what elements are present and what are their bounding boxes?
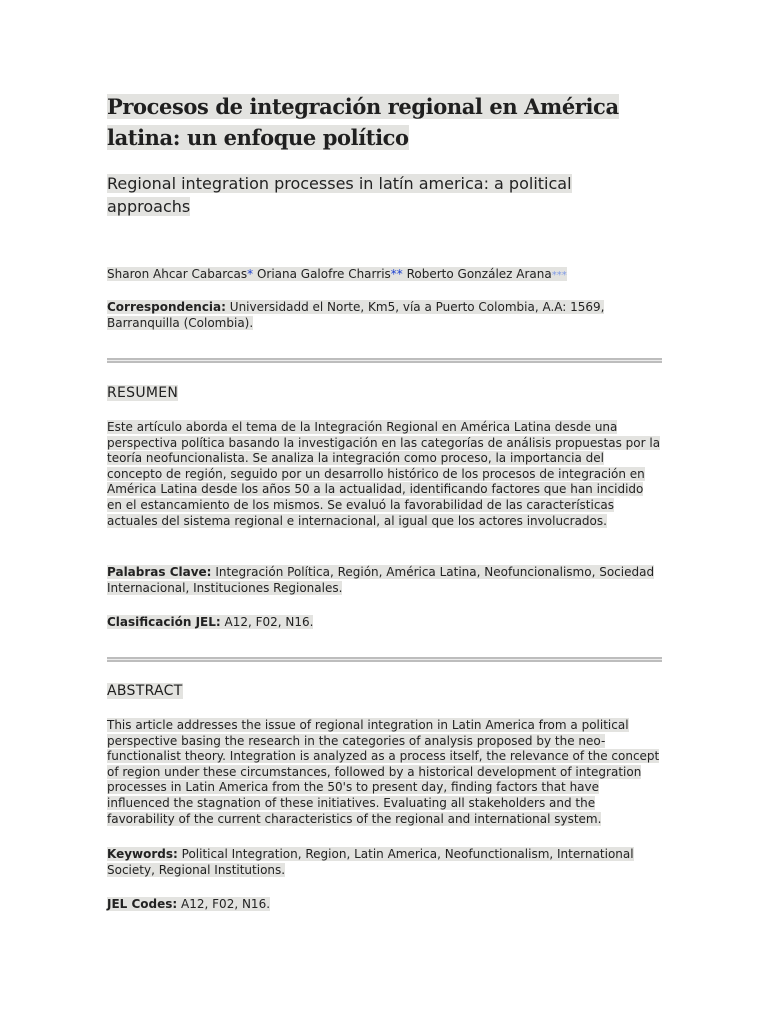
keywords-value: Integración Política, Región, América Latina, Neofuncionalismo, Sociedad Internacional, Instituciones Regionales. [107, 565, 655, 595]
abstract-heading [107, 682, 183, 700]
author-footnote-link[interactable]: *** [551, 270, 567, 281]
resumen-body [107, 420, 662, 529]
author-list [107, 266, 662, 284]
correspondence-label: Correspondencia: [107, 300, 226, 314]
resumen-jel [107, 615, 662, 631]
abstract-body-text: This article addresses the issue of regional integration in Latin America from a political perspective basing the research in the categories of analysis proposed by the neo-functionalist theory. Integration is analyzed as a process itself, the relevance of the concept of region under these circumstances, followed by a historical development of integration processes in Latin America from the 50's to present day, finding factors that have influenced the stagnation of these initiatives. Evaluating all stakeholders and the favorability of the current characteristics of the regional and international system. [107, 718, 660, 826]
abstract-keywords-text [107, 847, 634, 877]
resumen-body-text: Este artículo aborda el tema de la Integración Regional en América Latina desde una perspectiva política basando la investigación en las categorías de análisis propuestas por la teoría neofuncionalista. Se analiza la integración como proceso, la importancia del concepto de región, seguido por un desarrollo histórico de los procesos de integración en América Latina desde los años 50 a la actualidad, identificando factores que han incidido en el estancamiento de los mismos. Se evaluó la favorabilidad de las características actuales del sistema regional e internacional, al igual que los actores involucrados. [107, 420, 661, 528]
resumen-heading-text: RESUMEN [107, 385, 179, 401]
author-line [107, 267, 567, 281]
resumen-heading [107, 384, 178, 402]
abstract-jel [107, 897, 662, 913]
keywords-label: Palabras Clave: [107, 565, 212, 579]
author-name: Sharon Ahcar Cabarcas [107, 267, 248, 281]
jel-value: A12, F02, N16. [224, 615, 314, 629]
resumen-keywords [107, 565, 662, 596]
abstract-jel-text [107, 897, 270, 911]
author-name: Oriana Galofre Charris [256, 267, 391, 281]
section-divider [107, 657, 662, 662]
author-footnote-link[interactable]: * [247, 267, 254, 281]
jel-value: A12, F02, N16. [181, 897, 271, 911]
article-subtitle [107, 172, 627, 218]
abstract-heading-text: ABSTRACT [107, 683, 183, 699]
keywords-value: Political Integration, Region, Latin America, Neofunctionalism, International Society, Regional Institutions. [107, 847, 634, 877]
correspondence-text [107, 300, 604, 330]
article-title [107, 91, 662, 153]
section-divider [107, 358, 662, 363]
abstract-body [107, 718, 662, 827]
article-subtitle-text: Regional integration processes in latín america: a political approachs [107, 174, 572, 216]
author-footnote-link[interactable]: ** [390, 267, 403, 281]
jel-label: JEL Codes: [107, 897, 178, 911]
correspondence-address: Universidadd el Norte, Km5, vía a Puerto Colombia, A.A: 1569, Barranquilla (Colombia). [107, 300, 605, 330]
resumen-jel-text [107, 615, 313, 629]
keywords-label: Keywords: [107, 847, 178, 861]
resumen-keywords-text [107, 565, 654, 595]
abstract-keywords [107, 847, 662, 878]
jel-label: Clasificación JEL: [107, 615, 221, 629]
article-title-text: Procesos de integración regional en América latina: un enfoque político [107, 94, 619, 150]
correspondence [107, 300, 662, 331]
author-name: Roberto González Arana [406, 267, 552, 281]
